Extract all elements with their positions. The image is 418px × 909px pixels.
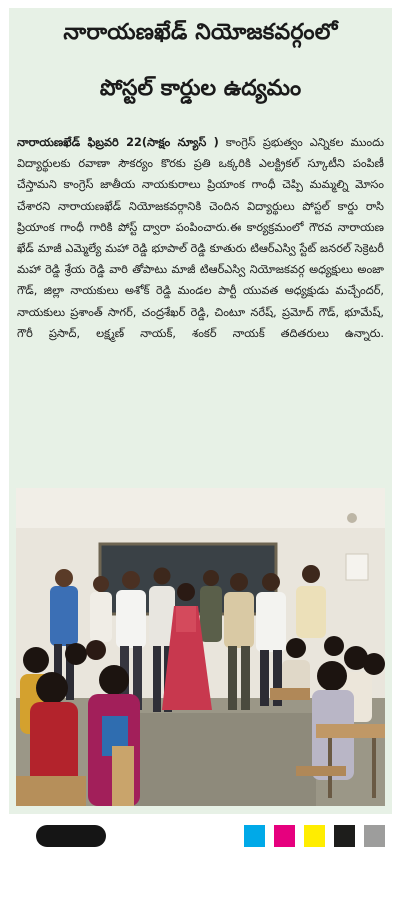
article-dateline: నారాయణఖేడ్ ఫిబ్రవరి 22(సాక్షం న్యూస్ )	[17, 136, 219, 149]
yellow-color-swatch	[304, 825, 325, 847]
newspaper-clipping	[9, 8, 392, 814]
event-photo-illustration	[16, 488, 385, 806]
cyan-color-swatch	[244, 825, 265, 847]
headline-line-1: నారాయణఖేడ్ నియోజకవర్గంలో	[63, 20, 338, 45]
magenta-color-swatch	[274, 825, 295, 847]
article-text: కాంగ్రెస్ ప్రభుత్వం ఎన్నికల ముందు విద్యార్థులకు రవాణా సౌకర్యం కొరకు ప్రతి ఒక్కరికి ఎలక్ట్రికల్ స్కూటీని పంపిణీ చేస్తామని కాంగ్రెస్ జాతీయ నాయకురాలు ప్రియాంక గాంధీ చెప్పి మమ్మల్ని మోసం చేశారని నారాయణఖేడ్ నియోజకవర్గానికి చెందిన విద్యార్థులు పోస్టల్ కార్డు రాసి ప్రియాంక గాంధీ గారికి పోస్ట్ ద్వారా పంపించారు.ఈ కార్యక్రమంలో గౌరవ నారాయణ ఖేడ్ మాజీ ఎమ్మెల్యే మహా రెడ్డి భూపాల్ రెడ్డి కూతురు టిఆర్ఎస్వి స్టేట్ జనరల్ సెక్రెటరీ మహా రెడ్డి శ్రేయ రెడ్డి వారి తోపాటు మాజీ టిఆర్ఎస్వి నియోజకవర్గ అధ్యక్షులు అంజా గౌడ్, జిల్లా నాయకులు అశోక్ రెడ్డి మండల పార్టీ యువత అధ్యక్షుడు మచ్చేందర్, నాయకులు ప్రశాంత్ సాగర్, చంద్రశేఖర్ రెడ్డి, చింటూ నరేష్, ప్రమోద్ గౌడ్, భూమేష్, గౌరీ ప్రసాద్, లక్ష్మణ్ నాయక్, శంకర్ నాయక్ తదితరులు ఉన్నారు.	[17, 136, 384, 340]
event-photo	[16, 488, 385, 806]
registration-pill-mark	[36, 825, 106, 847]
gray-color-swatch	[364, 825, 385, 847]
article-body	[17, 132, 384, 344]
headline-line-2: పోస్టల్ కార్డుల ఉద్యమం	[99, 76, 302, 101]
black-color-swatch	[334, 825, 355, 847]
